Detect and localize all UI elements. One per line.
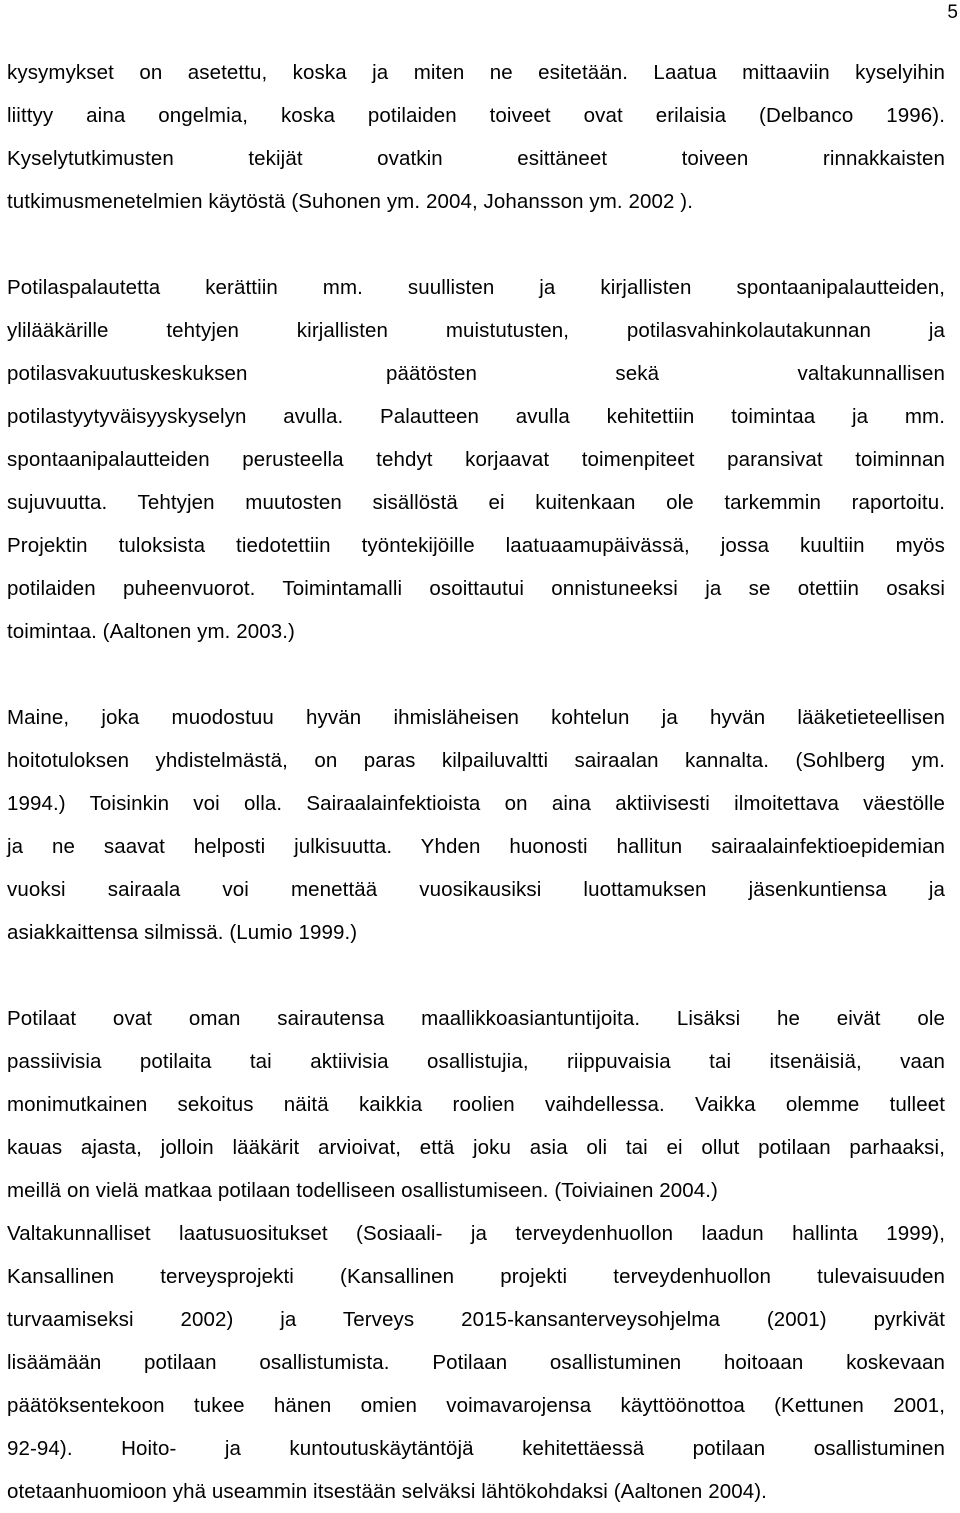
text-line: 92-94). Hoito- ja kuntoutuskäytäntöjä kehitettäessä potilaan osallistuminen [7,1437,945,1460]
text-line: tutkimusmenetelmien käytöstä (Suhonen ym. 2004, Johansson ym. 2002 ). [7,190,694,213]
text-line: monimutkainen sekoitus näitä kaikkia roolien vaihdellessa. Vaikka olemme tulleet [7,1093,945,1116]
text-line: Valtakunnalliset laatusuositukset (Sosiaali- ja terveydenhuollon laadun hallinta 1999), [7,1222,945,1245]
text-line: liittyy aina ongelmia, koska potilaiden toiveet ovat erilaisia (Delbanco 1996). [7,104,945,127]
text-line: potilastyytyväisyyskyselyn avulla. Palautteen avulla kehitettiin toimintaa ja mm. [7,405,945,428]
text-line: potilaiden puheenvuorot. Toimintamalli osoittautui onnistuneeksi ja se otettiin osaksi [7,577,945,600]
text-line: potilasvakuutuskeskuksen päätösten sekä valtakunnallisen [7,362,945,385]
text-line: sujuvuutta. Tehtyjen muutosten sisällöstä ei kuitenkaan ole tarkemmin raportoitu. [7,491,945,514]
text-line: 1994.) Toisinkin voi olla. Sairaalainfektioista on aina aktiivisesti ilmoitettava väestölle [7,792,945,815]
paragraph-spacer [7,954,945,997]
text-line: lisäämään potilaan osallistumista. Potilaan osallistuminen hoitoaan koskevaan [7,1351,945,1374]
text-line: Potilaat ovat oman sairautensa maallikkoasiantuntijoita. Lisäksi he eivät ole [7,1007,945,1030]
paragraph-3 [7,696,945,954]
paragraph-1 [7,51,945,223]
text-line: toimintaa. (Aaltonen ym. 2003.) [7,620,295,643]
paragraph-2 [7,266,945,653]
text-line: Kyselytutkimusten tekijät ovatkin esittäneet toiveen rinnakkaisten [7,147,945,170]
text-line: otetaanhuomioon yhä useammin itsestään selväksi lähtökohdaksi (Aaltonen 2004). [7,1480,767,1503]
text-line: päätöksentekoon tukee hänen omien voimavarojensa käyttöönottoa (Kettunen 2001, [7,1394,945,1417]
paragraph-4 [7,997,945,1513]
text-line: asiakkaittensa silmissä. (Lumio 1999.) [7,921,358,944]
paragraph-spacer [7,653,945,696]
text-line: ylilääkärille tehtyjen kirjallisten muistutusten, potilasvahinkolautakunnan ja [7,319,945,342]
text-line: ja ne saavat helposti julkisuutta. Yhden huonosti hallitun sairaalainfektioepidemian [7,835,945,858]
text-line: kauas ajasta, jolloin lääkärit arvioivat, että joku asia oli tai ei ollut potilaan parhaaksi, [7,1136,945,1159]
text-line: Projektin tuloksista tiedotettiin työntekijöille laatuaamupäivässä, jossa kuultiin myös [7,534,945,557]
document-body [7,51,945,1513]
page-number: 5 [947,2,958,23]
text-line: kysymykset on asetettu, koska ja miten ne esitetään. Laatua mittaaviin kyselyihin [7,61,945,84]
text-line: turvaamiseksi 2002) ja Terveys 2015-kansanterveysohjelma (2001) pyrkivät [7,1308,945,1331]
text-line: hoitotuloksen yhdistelmästä, on paras kilpailuvaltti sairaalan kannalta. (Sohlberg ym. [7,749,945,772]
text-line: Kansallinen terveysprojekti (Kansallinen projekti terveydenhuollon tulevaisuuden [7,1265,945,1288]
text-line: Potilaspalautetta kerättiin mm. suullisten ja kirjallisten spontaanipalautteiden, [7,276,945,299]
text-line: meillä on vielä matkaa potilaan todelliseen osallistumiseen. (Toiviainen 2004.) [7,1179,718,1202]
paragraph-spacer [7,223,945,266]
text-line: Maine, joka muodostuu hyvän ihmisläheisen kohtelun ja hyvän lääketieteellisen [7,706,945,729]
text-line: vuoksi sairaala voi menettää vuosikausiksi luottamuksen jäsenkuntiensa ja [7,878,945,901]
text-line: passiivisia potilaita tai aktiivisia osallistujia, riippuvaisia tai itsenäisiä, vaan [7,1050,945,1073]
text-line: spontaanipalautteiden perusteella tehdyt korjaavat toimenpiteet paransivat toiminnan [7,448,945,471]
